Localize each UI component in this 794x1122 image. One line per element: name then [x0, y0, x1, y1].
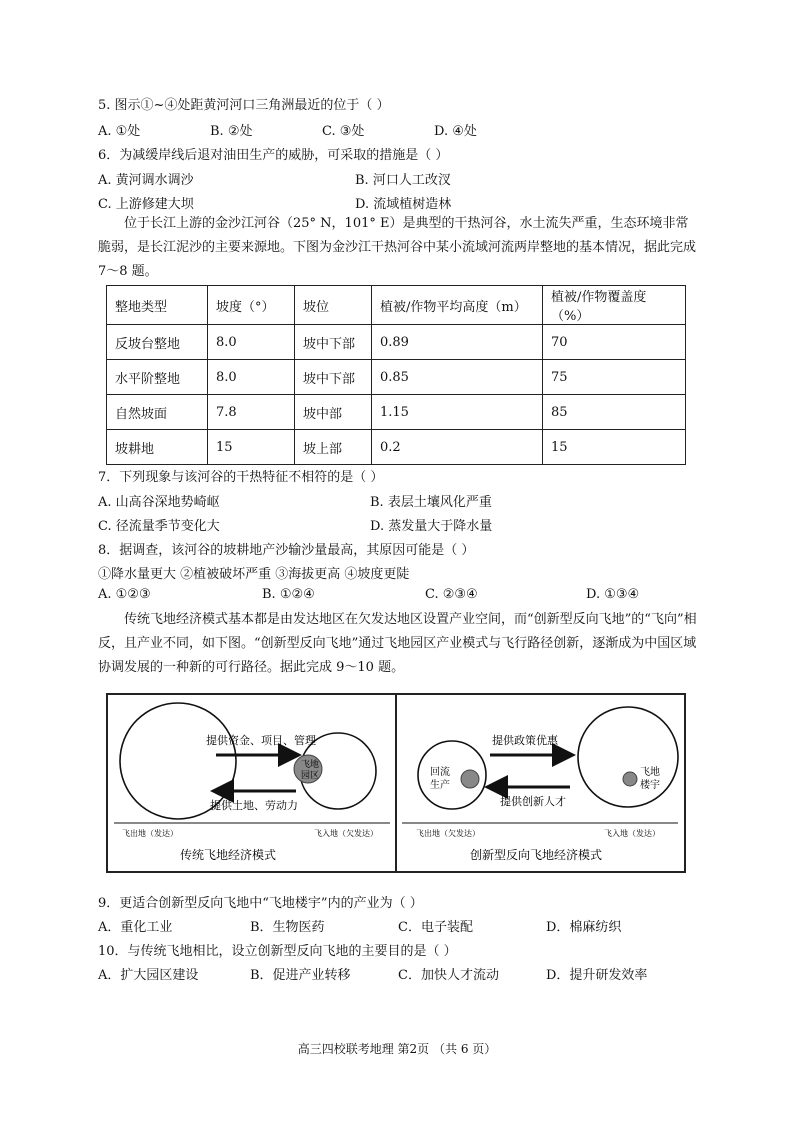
page-footer: 高三四校联考地理 第2页 （共 6 页） — [297, 1042, 497, 1056]
table-row — [107, 430, 686, 465]
table-cell: 0.2 — [372, 430, 543, 465]
arrow-bottom-label: 提供土地、劳动力 — [210, 799, 298, 812]
table-cell: 8.0 — [208, 325, 295, 360]
passage-jinsha: 位于长江上游的金沙江河谷（25° N，101° E）是典型的干热河谷，水土流失严重，生态环境非常脆弱，是长江泥沙的主要来源地。下图为金沙江干热河谷中某小流域河流两岸整地的基本情况，据此完成 7～8 题。 — [98, 216, 697, 279]
table-cell: 8.0 — [208, 360, 295, 395]
q7-stem: 7．下列现象与该河谷的干热特征不相符的是（ ） — [98, 470, 384, 485]
arrow-bottom-label: 提供创新人才 — [500, 795, 566, 808]
table-header-cell: 植被/作物覆盖度（%） — [543, 286, 686, 325]
enclave-label: 园区 — [301, 771, 320, 781]
q9-option-d: D．棉麻纺织 — [546, 920, 622, 935]
q5-stem: 5. 图示①~④处距黄河河口三角洲最近的位于（ ） — [98, 98, 390, 113]
table-cell: 0.89 — [372, 325, 543, 360]
table-cell: 坡上部 — [295, 430, 372, 465]
caption-innovative: 创新型反向飞地经济模式 — [470, 848, 603, 862]
table-header-row — [107, 286, 686, 325]
table-cell: 85 — [543, 395, 686, 430]
destination-circle-right — [578, 707, 678, 807]
return-label: 回流 — [430, 767, 450, 778]
axis-label-left: 飞出地（欠发达） — [416, 829, 480, 838]
q7-option-a: A. 山高谷深地势崎岖 — [98, 495, 220, 510]
table-cell: 7.8 — [208, 395, 295, 430]
table-header-cell: 整地类型 — [107, 286, 208, 325]
table-header-cell: 植被/作物平均高度（m） — [372, 286, 543, 325]
table-row — [107, 395, 686, 430]
q10-option-d: D．提升研发效率 — [546, 968, 648, 983]
q6-option-d: D. 流域植树造林 — [355, 197, 452, 212]
table-cell: 坡中下部 — [295, 360, 372, 395]
q9-option-c: C．电子装配 — [398, 920, 473, 935]
axis-label-left: 飞出地（发达） — [122, 829, 178, 838]
table-row — [107, 325, 686, 360]
enclave-building-dot — [623, 772, 637, 786]
q8-option-a: A. ①②③ — [98, 587, 151, 602]
q9-option-b: B．生物医药 — [250, 920, 325, 935]
q8-stem: 8．据调查，该河谷的坡耕地产沙输沙量最高，其原因可能是（ ） — [98, 543, 475, 558]
q6-option-a: A. 黄河调水调沙 — [98, 173, 194, 188]
return-label: 生产 — [430, 780, 450, 791]
arrow-top-label: 提供资金、项目、管理 — [206, 734, 316, 747]
table-cell: 坡耕地 — [107, 430, 208, 465]
table-cell: 15 — [208, 430, 295, 465]
table-cell: 75 — [543, 360, 686, 395]
table-cell: 自然坡面 — [107, 395, 208, 430]
q7-option-b: B. 表层土壤风化严重 — [370, 495, 492, 510]
q8-option-b: B. ①②④ — [262, 587, 315, 602]
caption-traditional: 传统飞地经济模式 — [180, 848, 277, 862]
table-cell: 坡中部 — [295, 395, 372, 430]
q9-option-a: A．重化工业 — [98, 920, 173, 935]
q5-option-a: A. ①处 — [98, 124, 141, 139]
table-cell: 1.15 — [372, 395, 543, 430]
table-row — [107, 360, 686, 395]
passage-enclave: 传统飞地经济模式基本都是由发达地区在欠发达地区设置产业空间，而“创新型反向飞地”的“飞向”相反，且产业不同，如下图。“创新型反向飞地”通过飞地园区产业模式与飞行路径创新，逐渐成为中国区域协调发展的一种新的可行路径。据此完成 9～10 题。 — [98, 612, 697, 675]
q7-option-c: C. 径流量季节变化大 — [98, 519, 220, 534]
q8-option-d: D. ①③④ — [586, 587, 640, 602]
return-production-dot — [461, 770, 479, 788]
table-cell: 0.85 — [372, 360, 543, 395]
table-header-cell: 坡位 — [295, 286, 372, 325]
q10-option-c: C．加快人才流动 — [398, 968, 499, 983]
q10-option-b: B．促进产业转移 — [250, 968, 351, 983]
q10-option-a: A．扩大园区建设 — [98, 968, 199, 983]
q5-option-c: C. ③处 — [322, 124, 365, 139]
table-cell: 水平阶整地 — [107, 360, 208, 395]
table-cell: 坡中下部 — [295, 325, 372, 360]
table-cell: 反坡台整地 — [107, 325, 208, 360]
enclave-diagram-svg — [108, 695, 684, 871]
axis-label-right: 飞入地（发达） — [604, 829, 660, 838]
building-label: 楼宇 — [640, 780, 660, 791]
building-label: 飞地 — [640, 767, 660, 778]
q5-option-d: D. ④处 — [434, 124, 477, 139]
q7-option-d: D. 蒸发量大于降水量 — [370, 519, 493, 534]
table-cell: 70 — [543, 325, 686, 360]
q6-option-b: B. 河口人工改汊 — [355, 173, 451, 188]
q8-option-c: C. ②③④ — [425, 587, 478, 602]
q5-option-b: B. ②处 — [210, 124, 253, 139]
axis-label-right: 飞入地（欠发达） — [314, 829, 378, 838]
enclave-label: 飞地 — [301, 760, 320, 770]
terrace-data-table — [106, 285, 686, 465]
enclave-diagram — [106, 693, 686, 873]
table-header-cell: 坡度（°） — [208, 286, 295, 325]
q9-stem: 9．更适合创新型反向飞地中“飞地楼宇”内的产业为（ ） — [98, 896, 423, 911]
q6-stem: 6．为减缓岸线后退对油田生产的威胁，可采取的措施是（ ） — [98, 148, 449, 163]
table-cell: 15 — [543, 430, 686, 465]
arrow-top-label: 提供政策优惠 — [492, 734, 558, 747]
q8-items: ①降水量更大 ②植被破坏严重 ③海拔更高 ④坡度更陡 — [98, 567, 410, 582]
q10-stem: 10．与传统飞地相比，设立创新型反向飞地的主要目的是（ ） — [98, 944, 457, 959]
q6-option-c: C. 上游修建大坝 — [98, 197, 194, 212]
